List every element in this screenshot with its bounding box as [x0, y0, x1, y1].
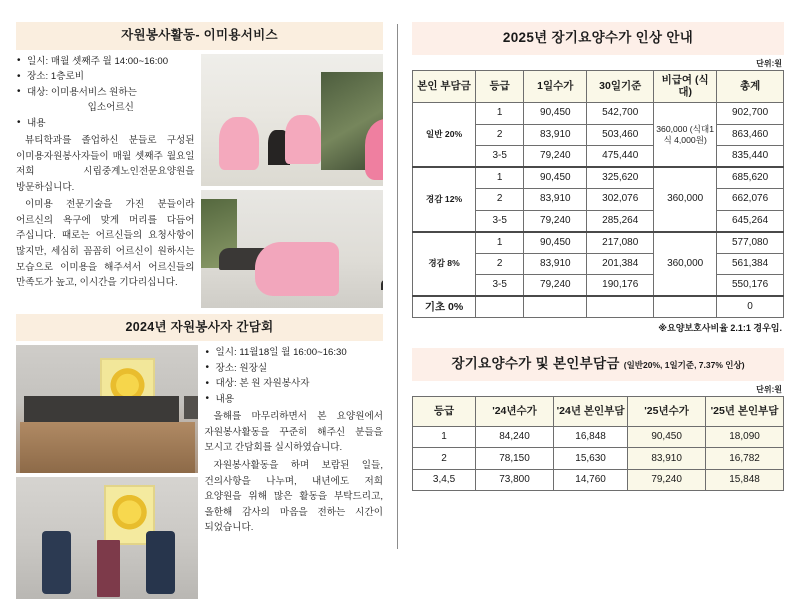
- cell-grade: 1: [476, 232, 524, 254]
- group-label-reduced-12: 경감 12%: [413, 167, 476, 232]
- column-header-total: 총계: [717, 70, 784, 102]
- cell-daily: 90,450: [524, 103, 587, 125]
- group-label-reduced-8: 경감 8%: [413, 232, 476, 297]
- cell-fee-2025: 79,240: [628, 469, 706, 491]
- table-row: [413, 103, 784, 125]
- list-item: • 내용: [204, 392, 383, 408]
- cell-monthly: [587, 296, 654, 318]
- cell-total: 662,076: [717, 189, 784, 211]
- column-header-monthly-basis: 30일기준: [587, 70, 654, 102]
- list-item: • 장소: 원장실: [204, 361, 383, 377]
- cell-total: 863,460: [717, 124, 784, 146]
- cell-monthly: 201,384: [587, 253, 654, 275]
- table-row: [413, 469, 784, 491]
- cell-grade: [476, 296, 524, 318]
- column-header-own-2025: '25년 본인부담: [706, 396, 784, 426]
- cell-grade: 3-5: [476, 275, 524, 297]
- cell-daily: 79,240: [524, 146, 587, 168]
- cell-monthly: 190,176: [587, 275, 654, 297]
- section1-text-column: [16, 54, 195, 308]
- table-row: [413, 426, 784, 448]
- cell-monthly: 503,460: [587, 124, 654, 146]
- cell-monthly: 542,700: [587, 103, 654, 125]
- cell-total: 685,620: [717, 167, 784, 189]
- column-header-own-payment: 본인 부담금: [413, 70, 476, 102]
- cell-grade: 2: [413, 448, 476, 470]
- column-header-fee-2025: '25년수가: [628, 396, 706, 426]
- cell-own-2025: 15,848: [706, 469, 784, 491]
- cell-non-benefit: 360,000: [654, 232, 717, 297]
- fee-comparison-table: [412, 396, 784, 492]
- cell-daily: 90,450: [524, 167, 587, 189]
- cell-own-2024: 16,848: [553, 426, 627, 448]
- cell-monthly: 217,080: [587, 232, 654, 254]
- section2-bullet-list: [204, 345, 383, 407]
- right-column: [398, 22, 784, 555]
- cell-fee-2024: 78,150: [476, 448, 554, 470]
- care-fee-table: [412, 70, 784, 318]
- cell-total: 550,176: [717, 275, 784, 297]
- section2-banner: 2024년 자원봉사자 간담회: [16, 314, 383, 342]
- cell-grade: 3,4,5: [413, 469, 476, 491]
- cell-fee-2025: 90,450: [628, 426, 706, 448]
- cell-grade: 1: [476, 103, 524, 125]
- cell-daily: 83,910: [524, 189, 587, 211]
- cell-total: 561,384: [717, 253, 784, 275]
- list-item: • 일시: 매월 셋째주 월 14:00~16:00: [16, 54, 195, 70]
- table-header-row: [413, 70, 784, 102]
- section1-photo-column: [201, 54, 383, 308]
- cell-grade: 3-5: [476, 210, 524, 232]
- column-header-non-benefit: 비급여 (식대): [654, 70, 717, 102]
- section1-paragraph-1: 뷰티학과를 졸업하신 분들로 구성된 이미용자원봉사자들이 매월 셋째주 월요일 저희 시립중계노인전문요양원을 방문하십니다.: [16, 135, 195, 193]
- wheelchair-haircut-photo: [201, 190, 383, 308]
- section1-article: [16, 54, 383, 308]
- cell-own-2025: 18,090: [706, 426, 784, 448]
- table2-banner: [412, 348, 784, 381]
- cell-total: 645,264: [717, 210, 784, 232]
- table-header-row: [413, 396, 784, 426]
- cell-monthly: 325,620: [587, 167, 654, 189]
- table-row: [413, 232, 784, 254]
- cell-non-benefit: 360,000: [654, 167, 717, 232]
- cell-total: 577,080: [717, 232, 784, 254]
- cell-total: 902,700: [717, 103, 784, 125]
- cell-grade: 1: [476, 167, 524, 189]
- cell-grade: 2: [476, 124, 524, 146]
- table2-banner-title: 장기요양수가 및 본인부담금: [451, 356, 620, 372]
- cell-grade: 1: [413, 426, 476, 448]
- list-item: • 대상: 본 원 자원봉사자: [204, 376, 383, 392]
- table2-unit-label: 단위:원: [756, 384, 782, 394]
- spacer: [412, 334, 784, 348]
- cell-grade: 3-5: [476, 146, 524, 168]
- section1-paragraph-2: 이미용 전문기술을 가진 분들이라 어르신의 욕구에 맞게 머리를 다듬어 주십니다. 때로는 어르신들의 요청사항이 많지만, 세심히 꼼꼼히 어르신이 원하시는 모습으로 이미용을 해주셔서 어르신들의 만족도가 높고, 이시간을 기다리십니다.: [16, 199, 195, 289]
- cell-daily: 79,240: [524, 275, 587, 297]
- column-header-own-2024: '24년 본인부담: [553, 396, 627, 426]
- cell-monthly: 285,264: [587, 210, 654, 232]
- table1-footnote: ※요양보호사비율 2.1:1 경우임.: [658, 323, 782, 334]
- cell-non-benefit: 360,000 (식대1식 4,000원): [654, 103, 717, 168]
- table-row-basic: [413, 296, 784, 318]
- table-row: [413, 448, 784, 470]
- cell-monthly: 302,076: [587, 189, 654, 211]
- column-header-grade: 등급: [476, 70, 524, 102]
- cell-grade: 2: [476, 189, 524, 211]
- cell-own-2024: 14,760: [553, 469, 627, 491]
- group-label-general: 일반 20%: [413, 103, 476, 168]
- cell-fee-2024: 73,800: [476, 469, 554, 491]
- cell-non-benefit: [654, 296, 717, 318]
- meeting-roundtable-photo: [16, 345, 198, 473]
- section2-paragraph-1: 올해를 마무리하면서 본 요양원에서 자원봉사활동을 꾸준히 해주신 분들을 모시고 간담회를 실시하였습니다.: [204, 411, 383, 454]
- left-column: [16, 22, 397, 555]
- column-header-daily-fee: 1일수가: [524, 70, 587, 102]
- award-ceremony-photo: [16, 477, 198, 599]
- table1-unit-label: 단위:원: [756, 58, 782, 68]
- list-item: • 장소: 1층로비: [16, 69, 195, 85]
- cell-fee-2024: 84,240: [476, 426, 554, 448]
- cell-daily: [524, 296, 587, 318]
- section1-banner: 자원봉사활동- 이미용서비스: [16, 22, 383, 50]
- cell-monthly: 475,440: [587, 146, 654, 168]
- salon-service-photo: [201, 54, 383, 186]
- section2-article: [16, 345, 383, 599]
- cell-fee-2025: 83,910: [628, 448, 706, 470]
- cell-daily: 90,450: [524, 232, 587, 254]
- list-item: • 대상: 이미용서비스 원하는: [16, 85, 195, 101]
- list-item: • 내용: [16, 116, 195, 132]
- cell-daily: 79,240: [524, 210, 587, 232]
- cell-total: 835,440: [717, 146, 784, 168]
- cell-grade: 2: [476, 253, 524, 275]
- cell-own-2025: 16,782: [706, 448, 784, 470]
- section2-photo-column: [16, 345, 198, 599]
- column-header-fee-2024: '24년수가: [476, 396, 554, 426]
- section2-text-column: [204, 345, 383, 599]
- cell-daily: 83,910: [524, 124, 587, 146]
- section1-bullet-list: [16, 54, 195, 132]
- list-item: • 일시: 11월18일 월 16:00~16:30: [204, 345, 383, 361]
- cell-daily: 83,910: [524, 253, 587, 275]
- section2-paragraph-2: 자원봉사활동을 하며 보람된 일들, 건의사항을 나누며, 내년에도 저희 요양원을 위해 많은 활동을 부탁드리고, 올한해 감사의 마음을 전하는 시간이 되었습니다.: [204, 459, 383, 534]
- list-item: 입소어르신: [87, 102, 134, 114]
- group-label-basic: 기초 0%: [413, 296, 476, 318]
- cell-own-2024: 15,630: [553, 448, 627, 470]
- cell-total: 0: [717, 296, 784, 318]
- table-row: [413, 167, 784, 189]
- table2-banner-subtitle: (일반20%, 1일기준, 7.37% 인상): [623, 360, 745, 371]
- table1-banner: 2025년 장기요양수가 인상 안내: [412, 22, 784, 55]
- column-header-grade: 등급: [413, 396, 476, 426]
